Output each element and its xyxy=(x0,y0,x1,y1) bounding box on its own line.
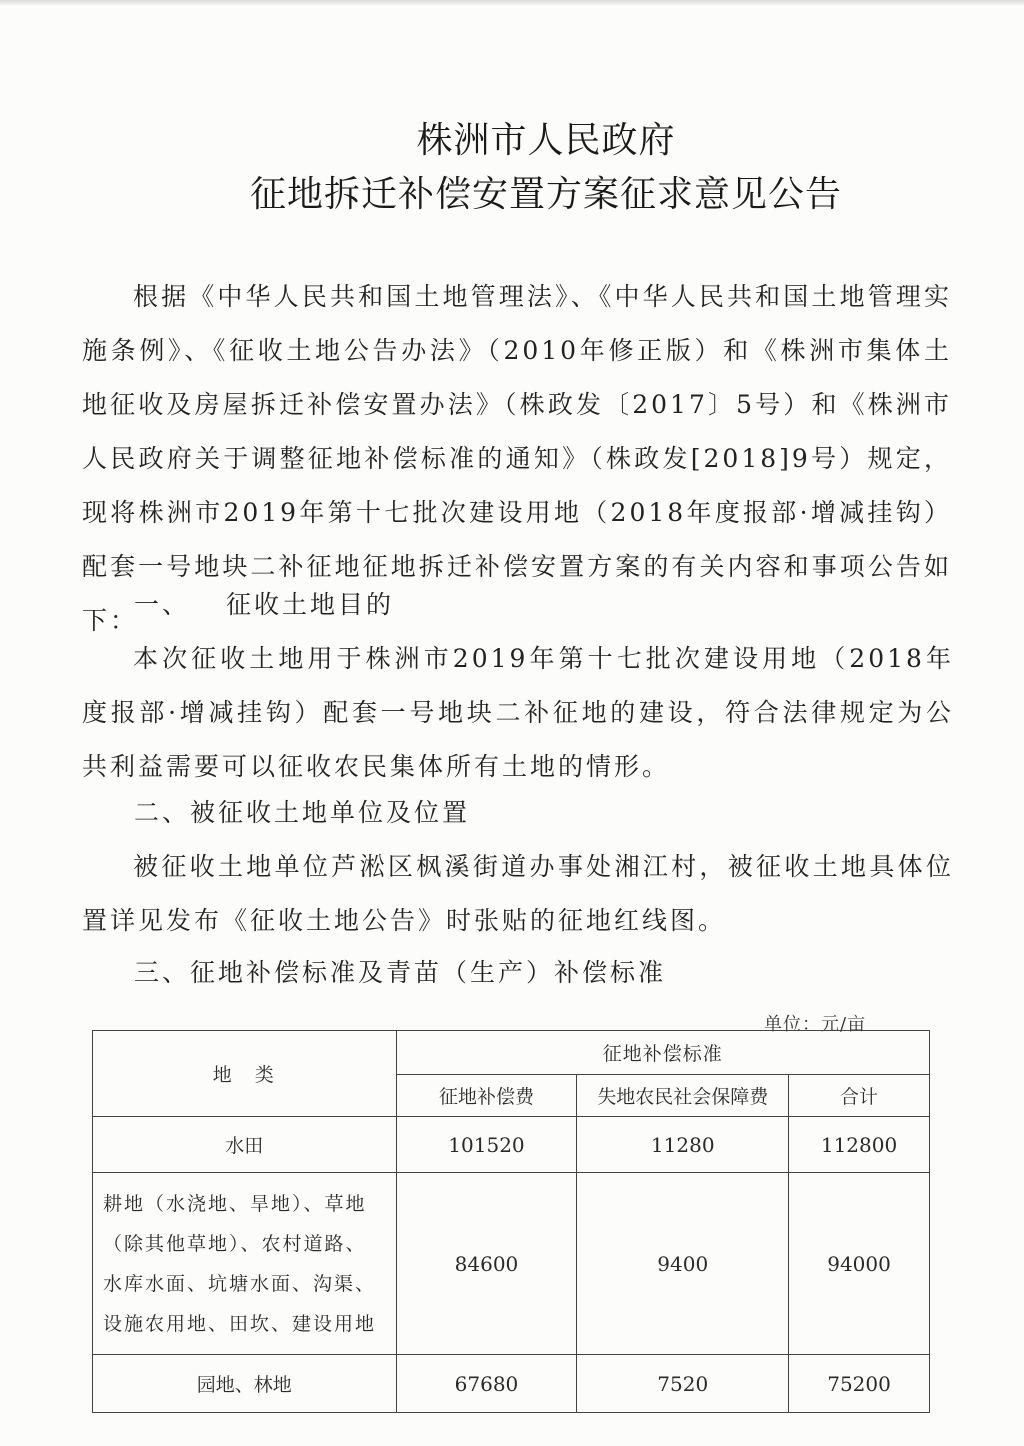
intro-paragraph: 根据《中华人民共和国土地管理法》、《中华人民共和国土地管理实施条例》、《征收土地公告办法》（2010年修正版）和《株洲市集体土地征收及房屋拆迁补偿安置办法》（株政发〔2017〕5号）和《株洲市人民政府关于调整征地补偿标准的通知》（株政发[2018]9号）规定，现将株洲市2019年第十七批次建设用地（2018年度报部·增减挂钩）配套一号地块二补征地征地拆迁补偿安置方案的有关内容和事项公告如下： xyxy=(82,282,952,635)
table-row xyxy=(93,1173,930,1355)
section2-heading: 二、被征收土地单位及位置 xyxy=(134,798,471,827)
issuer-title: 株洲市人民政府 xyxy=(416,120,676,161)
row-fee: 101520 xyxy=(396,1117,577,1173)
row-category: 水田 xyxy=(93,1117,397,1173)
notice-title: 征地拆迁补偿安置方案征求意见公告 xyxy=(249,174,842,215)
section1-number: 一、 xyxy=(134,590,191,619)
scan-edge xyxy=(0,0,1024,6)
row-social: 11280 xyxy=(577,1117,789,1173)
row-total: 94000 xyxy=(789,1173,930,1355)
table-unit-label: 单位：元/亩 xyxy=(764,1014,867,1035)
row-total: 75200 xyxy=(789,1355,930,1413)
section3-heading: 三、征地补偿标准及青苗（生产）补偿标准 xyxy=(134,958,667,987)
row-total: 112800 xyxy=(789,1117,930,1173)
row-fee: 67680 xyxy=(396,1355,577,1413)
header-social-security: 失地农民社会保障费 xyxy=(577,1075,789,1117)
header-fee: 征地补偿费 xyxy=(396,1075,577,1117)
row-category: 园地、林地 xyxy=(93,1355,397,1413)
header-total: 合计 xyxy=(789,1075,930,1117)
row-category: 耕地（水浇地、旱地）、草地（除其他草地）、农村道路、水库水面、坑塘水面、沟渠、设施农用地、田坎、建设用地 xyxy=(93,1173,397,1355)
compensation-table xyxy=(92,1030,930,1413)
table-header-row xyxy=(93,1031,930,1075)
section2-paragraph: 被征收土地单位芦淞区枫溪街道办事处湘江村，被征收土地具体位置详见发布《征收土地公告》时张贴的征地红线图。 xyxy=(82,852,954,935)
row-fee: 84600 xyxy=(396,1173,577,1355)
row-social: 7520 xyxy=(577,1355,789,1413)
section1-paragraph: 本次征收土地用于株洲市2019年第十七批次建设用地（2018年度报部·增减挂钩）配套一号地块二补征地的建设，符合法律规定为公共利益需要可以征收农民集体所有土地的情形。 xyxy=(82,644,954,781)
row-social: 9400 xyxy=(577,1173,789,1355)
section1-heading: 征收土地目的 xyxy=(226,590,395,619)
header-category: 地 类 xyxy=(93,1031,397,1117)
header-compensation-standard: 征地补偿标准 xyxy=(396,1031,929,1075)
table-row xyxy=(93,1355,930,1413)
table-row xyxy=(93,1117,930,1173)
